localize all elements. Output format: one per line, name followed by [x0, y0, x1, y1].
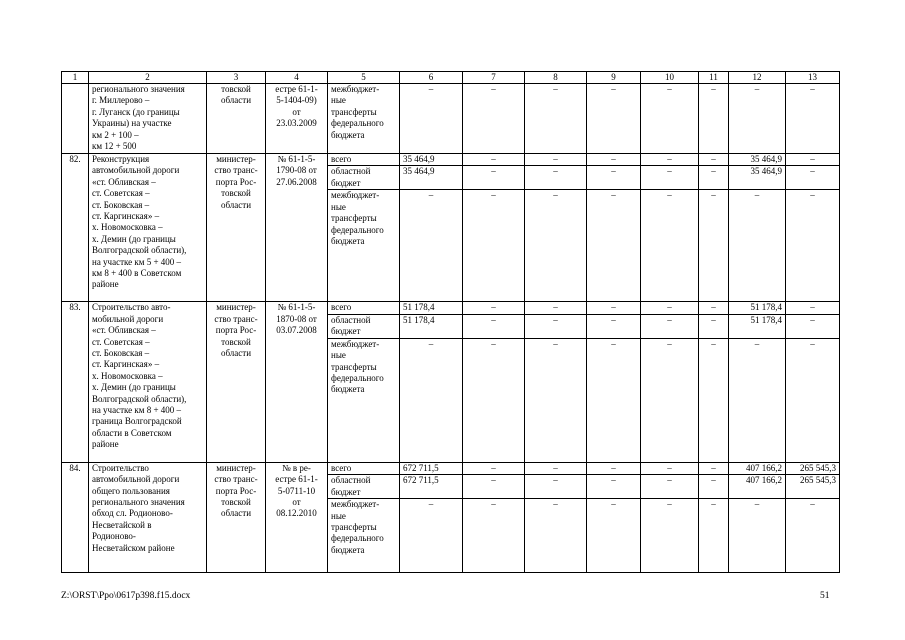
value-cell: –	[400, 190, 463, 302]
value-cell: –	[729, 190, 786, 302]
value-cell: 407 166,2	[729, 462, 786, 474]
funding-source: межбюджет- ные трансферты федерального бюджета	[328, 338, 400, 462]
table-row-83-total	[62, 302, 840, 314]
value-cell: –	[786, 302, 840, 314]
document-ref: № 61-1-5- 1790-08 от 27.06.2008	[266, 154, 328, 302]
value-cell: –	[463, 190, 525, 302]
value-cell: 265 545,3	[786, 475, 840, 499]
funding-source: всего	[328, 462, 400, 474]
value-cell: –	[525, 314, 587, 338]
value-cell: –	[463, 499, 525, 573]
col-header: 4	[266, 72, 328, 84]
col-header: 10	[641, 72, 699, 84]
budget-table	[61, 71, 840, 573]
value-cell: –	[525, 84, 587, 154]
column-number-row	[62, 72, 840, 84]
funding-source: межбюджет- ные трансферты федерального бюджета	[328, 499, 400, 573]
value-cell: –	[525, 154, 587, 166]
funding-source: всего	[328, 302, 400, 314]
executor: министер- ство транс- порта Рос- товской области	[207, 154, 266, 302]
value-cell: 672 711,5	[400, 462, 463, 474]
value-cell: –	[641, 166, 699, 190]
value-cell: –	[587, 475, 641, 499]
value-cell: –	[587, 190, 641, 302]
value-cell: –	[463, 84, 525, 154]
object-name: Строительство авто- мобильной дороги «ст. Обливская – ст. Советская – ст. Боковская – ст. Каргинская» – х. Новомосковка – х. Демин (до границы Волгоградской области), на участке км 8 + 400 – граница Волгоградской области в Советском районе	[89, 302, 207, 462]
value-cell: –	[786, 84, 840, 154]
value-cell: 35 464,9	[729, 154, 786, 166]
value-cell: 51 178,4	[400, 314, 463, 338]
value-cell: 51 178,4	[729, 314, 786, 338]
funding-source: областной бюджет	[328, 166, 400, 190]
value-cell: –	[400, 499, 463, 573]
value-cell: –	[587, 338, 641, 462]
funding-source: областной бюджет	[328, 475, 400, 499]
funding-source: всего	[328, 154, 400, 166]
value-cell: –	[699, 302, 729, 314]
object-name: Строительство автомобильной дороги общего пользования регионального значения обход сл. Родионово- Несветайской в Родионово- Несветайском районе	[89, 462, 207, 572]
footer-file-path: Z:\ORST\Ppo\0617p398.f15.docx	[61, 591, 191, 601]
value-cell: –	[729, 338, 786, 462]
value-cell: –	[587, 154, 641, 166]
value-cell: –	[463, 475, 525, 499]
value-cell: –	[786, 166, 840, 190]
col-header: 1	[62, 72, 89, 84]
value-cell: –	[525, 462, 587, 474]
col-header: 5	[328, 72, 400, 84]
row-number: 84.	[62, 462, 89, 572]
row-number: 82.	[62, 154, 89, 302]
value-cell: –	[400, 338, 463, 462]
value-cell: 265 545,3	[786, 462, 840, 474]
value-cell: 407 166,2	[729, 475, 786, 499]
row-number	[62, 84, 89, 154]
table-row-continuation	[62, 84, 840, 154]
value-cell: –	[587, 462, 641, 474]
value-cell: –	[729, 499, 786, 573]
document-ref: естре 61-1- 5-1404-09) от 23.03.2009	[266, 84, 328, 154]
funding-source: межбюджет- ные трансферты федерального бюджета	[328, 190, 400, 302]
value-cell: 35 464,9	[400, 154, 463, 166]
funding-source: областной бюджет	[328, 314, 400, 338]
value-cell: –	[699, 190, 729, 302]
value-cell: –	[786, 190, 840, 302]
executor: министер- ство транс- порта Рос- товской области	[207, 462, 266, 572]
value-cell: –	[463, 314, 525, 338]
value-cell: 35 464,9	[400, 166, 463, 190]
value-cell: –	[525, 338, 587, 462]
value-cell: –	[525, 475, 587, 499]
value-cell: 51 178,4	[729, 302, 786, 314]
value-cell: –	[587, 302, 641, 314]
col-header: 2	[89, 72, 207, 84]
value-cell: 35 464,9	[729, 166, 786, 190]
page-number: 51	[820, 591, 830, 601]
value-cell: –	[463, 154, 525, 166]
value-cell: –	[463, 462, 525, 474]
col-header: 9	[587, 72, 641, 84]
col-header: 13	[786, 72, 840, 84]
value-cell: –	[587, 314, 641, 338]
value-cell: –	[786, 499, 840, 573]
value-cell: –	[463, 338, 525, 462]
value-cell: –	[641, 314, 699, 338]
object-name: Реконструкция автомобильной дороги «ст. Обливская – ст. Советская – ст. Боковская – ст. Каргинская» – х. Новомосковка – х. Демин (до границы Волгоградской области), на участке км 5 + 400 – км 8 + 400 в Советском районе	[89, 154, 207, 302]
executor: министер- ство транс- порта Рос- товской области	[207, 302, 266, 462]
executor: товской области	[207, 84, 266, 154]
value-cell: –	[786, 338, 840, 462]
value-cell: –	[587, 499, 641, 573]
value-cell: –	[641, 475, 699, 499]
col-header: 8	[525, 72, 587, 84]
document-ref: № в ре- естре 61-1- 5-0711-10 от 08.12.2010	[266, 462, 328, 572]
value-cell: –	[587, 84, 641, 154]
value-cell: –	[699, 499, 729, 573]
col-header: 3	[207, 72, 266, 84]
value-cell: –	[525, 499, 587, 573]
value-cell: –	[463, 166, 525, 190]
value-cell: –	[525, 302, 587, 314]
value-cell: –	[641, 338, 699, 462]
value-cell: –	[641, 84, 699, 154]
table-row-84-total	[62, 462, 840, 474]
col-header: 7	[463, 72, 525, 84]
funding-source: межбюджет- ные трансферты федерального бюджета	[328, 84, 400, 154]
value-cell: –	[786, 154, 840, 166]
value-cell: –	[699, 166, 729, 190]
value-cell: –	[786, 314, 840, 338]
value-cell: –	[699, 338, 729, 462]
value-cell: –	[525, 166, 587, 190]
value-cell: –	[641, 190, 699, 302]
value-cell: –	[699, 314, 729, 338]
value-cell: 672 711,5	[400, 475, 463, 499]
value-cell: –	[400, 84, 463, 154]
value-cell: –	[641, 302, 699, 314]
document-ref: № 61-1-5- 1870-08 от 03.07.2008	[266, 302, 328, 462]
value-cell: –	[641, 499, 699, 573]
value-cell: –	[699, 462, 729, 474]
col-header: 12	[729, 72, 786, 84]
value-cell: –	[699, 154, 729, 166]
value-cell: –	[641, 154, 699, 166]
value-cell: 51 178,4	[400, 302, 463, 314]
value-cell: –	[699, 475, 729, 499]
col-header: 6	[400, 72, 463, 84]
value-cell: –	[587, 166, 641, 190]
value-cell: –	[729, 84, 786, 154]
value-cell: –	[699, 84, 729, 154]
value-cell: –	[525, 190, 587, 302]
object-name: регионального значения г. Миллерово – г. Луганск (до границы Украины) на участке км 2 + 100 – км 12 + 500	[89, 84, 207, 154]
col-header: 11	[699, 72, 729, 84]
value-cell: –	[641, 462, 699, 474]
value-cell: –	[463, 302, 525, 314]
row-number: 83.	[62, 302, 89, 462]
table-row-82-total	[62, 154, 840, 166]
